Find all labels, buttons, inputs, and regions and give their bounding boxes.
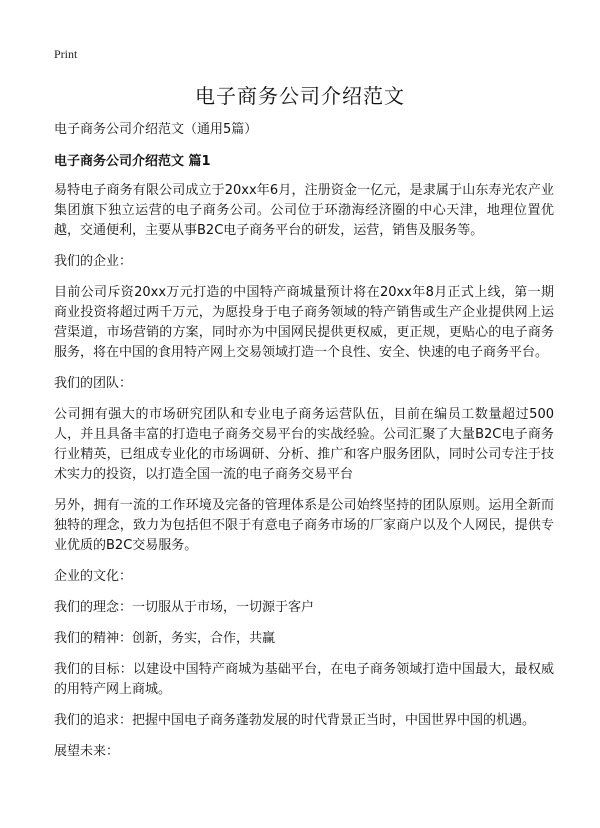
paragraph-enterprise-heading: 我们的企业： [54, 254, 133, 269]
document-subtitle: 电子商务公司介绍范文（通用5篇） [54, 122, 258, 137]
document-body [54, 120, 554, 773]
paragraph-team: 公司拥有强大的市场研究团队和专业电子商务运营队伍，目前在编员工数量超过500人，并且具备丰富的打造电子商务交易平台的实战经验。公司汇聚了大量B2C电子商务行业精英，已组成专业化的市场调研、分析、推广和客户服务团队，同时公司专注于技术实力的投资，以打造全国一流的电子商务交易平台 [54, 407, 554, 482]
paragraph-company-intro: 易特电子商务有限公司成立于20xx年6月，注册资金一亿元，是隶属于山东寿光农产业集团旗下独立运营的电子商务公司。公司位于环渤海经济圈的中心天津，地理位置优越，交通便利，主要从事B2C电子商务平台的研发，运营，销售及服务等。 [54, 183, 554, 238]
paragraph-environment: 另外，拥有一流的工作环境及完备的管理体系是公司始终坚持的团队原则。运用全新而独特的理念，致力为包括但不限于有意电子商务市场的厂家商户以及个人网民，提供专业优质的B2C交易服务。 [54, 498, 554, 553]
paragraph-future-heading: 展望未来： [54, 744, 120, 759]
paragraph-pursuit: 我们的追求：把握中国电子商务蓬勃发展的时代背景正当时，中国世界中国的机遇。 [54, 713, 536, 728]
paragraph-goal: 我们的目标：以建设中国特产商城为基础平台，在电子商务领域打造中国最大，最权威的用特产网上商城。 [54, 662, 554, 697]
print-link[interactable]: Print [54, 47, 78, 61]
paragraph-philosophy: 我们的理念：一切服从于市场，一切源于客户 [54, 600, 315, 615]
paragraph-enterprise: 目前公司斥资20xx万元打造的中国特产商城量预计将在20xx年8月正式上线，第一期商业投资将超过两千万元，为愿投身于电子商务领域的特产销售或生产企业提供网上运营渠道，市场营销的方案，同时亦为中国网民提供更权威，更正规，更贴心的电子商务服务，将在中国的食用特产网上交易领域打造一个良性、安全、快速的电子商务平台。 [54, 285, 554, 360]
paragraph-spirit: 我们的精神：创新，务实，合作，共赢 [54, 631, 276, 646]
paragraph-team-heading: 我们的团队： [54, 376, 133, 391]
page-title: 电子商务公司介绍范文 [195, 84, 405, 108]
section-heading: 电子商务公司介绍范文 篇1 [54, 154, 211, 169]
paragraph-culture-heading: 企业的文化： [54, 569, 133, 584]
